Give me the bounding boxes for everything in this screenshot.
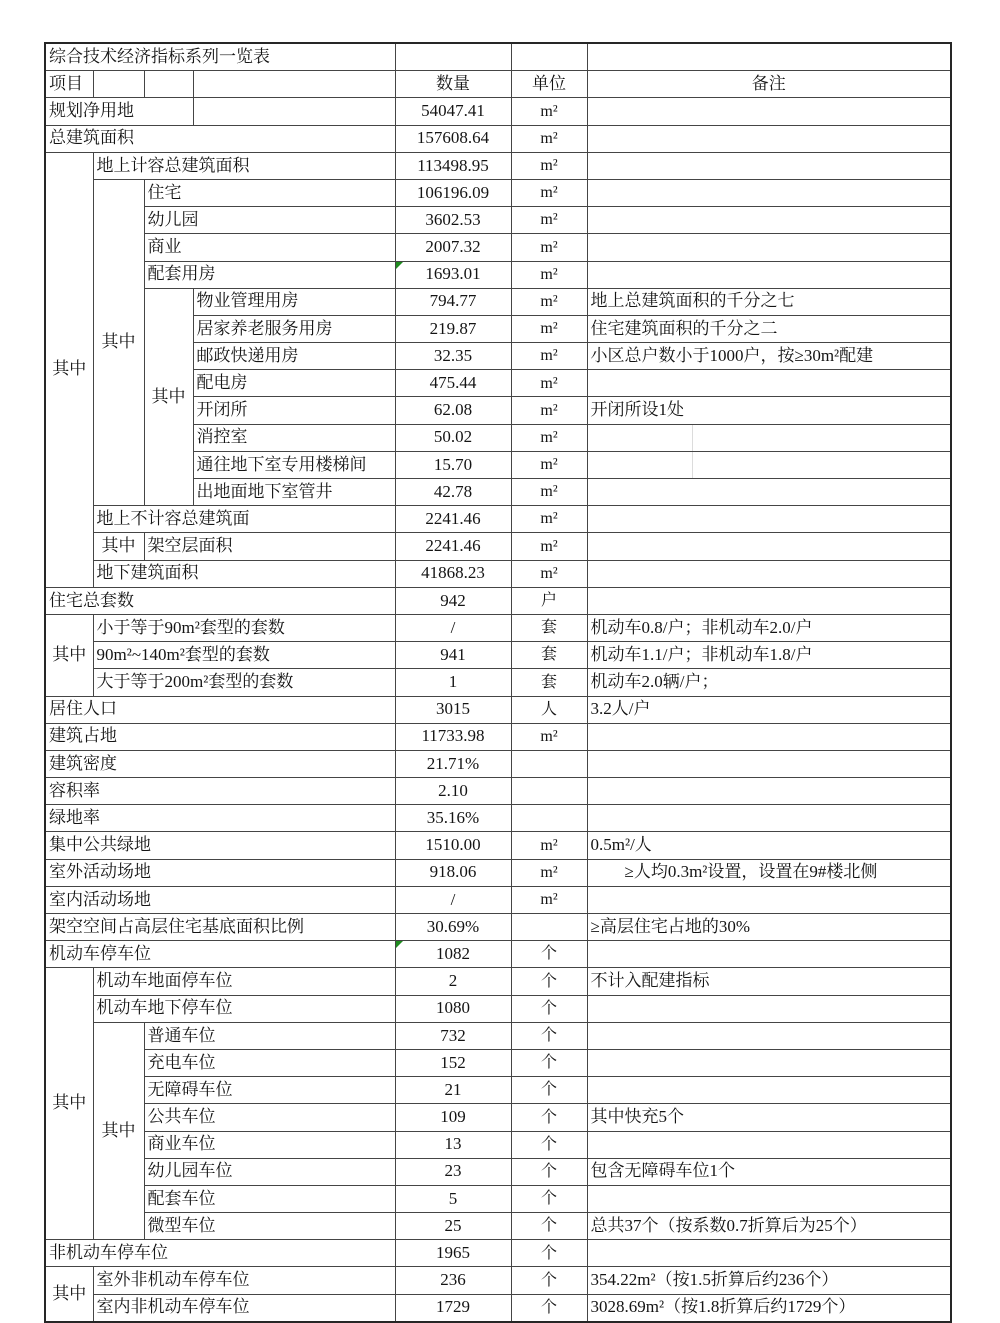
indicators-table (44, 42, 952, 1323)
table-row (45, 1049, 951, 1076)
table-row (45, 71, 951, 98)
table-row (45, 179, 951, 206)
merge-label-cell[interactable]: 其中 (45, 614, 93, 696)
empty-cell[interactable] (144, 71, 193, 98)
table-row (45, 125, 951, 152)
unit-cell[interactable]: m² (511, 234, 587, 261)
remark-cell[interactable] (587, 451, 951, 478)
item-cell[interactable]: 商业车位 (144, 1131, 395, 1158)
item-cell[interactable]: 建筑占地 (45, 723, 395, 750)
unit-cell[interactable]: m² (511, 886, 587, 913)
qty-cell[interactable]: 30.69% (395, 914, 511, 941)
remark-cell[interactable] (587, 587, 951, 614)
remark-cell[interactable]: ≥高层住宅占地的30% (587, 914, 951, 941)
remark-cell[interactable] (587, 1240, 951, 1267)
unit-cell[interactable]: m² (511, 207, 587, 234)
item-cell[interactable]: 小于等于90m²套型的套数 (93, 614, 395, 641)
item-cell[interactable]: 物业管理用房 (193, 288, 395, 315)
item-cell[interactable]: 架空空间占高层住宅基底面积比例 (45, 914, 395, 941)
table-row (45, 1104, 951, 1131)
qty-cell[interactable]: 42.78 (395, 479, 511, 506)
remark-cell[interactable] (587, 533, 951, 560)
table-row (45, 968, 951, 995)
qty-cell[interactable]: 50.02 (395, 424, 511, 451)
table-row (45, 261, 951, 288)
item-cell[interactable]: 室外活动场地 (45, 859, 395, 886)
empty-cell[interactable] (193, 71, 395, 98)
unit-cell[interactable] (511, 778, 587, 805)
remark-cell[interactable]: 小区总户数小于1000户，按≥30m²配建 (587, 343, 951, 370)
qty-cell[interactable]: 2007.32 (395, 234, 511, 261)
remark-cell[interactable] (587, 1131, 951, 1158)
item-cell[interactable]: 住宅总套数 (45, 587, 395, 614)
qty-cell[interactable]: 219.87 (395, 315, 511, 342)
table-row (45, 207, 951, 234)
col-header-remark[interactable]: 备注 (587, 71, 951, 98)
item-cell[interactable]: 微型车位 (144, 1213, 395, 1240)
remark-cell[interactable] (587, 1185, 951, 1212)
unit-cell[interactable]: 个 (511, 1049, 587, 1076)
remark-cell[interactable] (587, 98, 951, 125)
remark-cell[interactable]: 354.22m²（按1.5折算后约236个） (587, 1267, 951, 1294)
unit-cell[interactable]: 个 (511, 941, 587, 968)
table-row (45, 778, 951, 805)
item-cell[interactable]: 大于等于200m²套型的套数 (93, 669, 395, 696)
item-cell[interactable]: 规划净用地 (45, 98, 193, 125)
qty-cell[interactable]: 5 (395, 1185, 511, 1212)
qty-cell[interactable]: 11733.98 (395, 723, 511, 750)
table-row (45, 560, 951, 587)
qty-cell[interactable]: 236 (395, 1267, 511, 1294)
remark-cell[interactable] (587, 261, 951, 288)
remark-cell[interactable] (587, 723, 951, 750)
qty-cell[interactable]: 2 (395, 968, 511, 995)
table-row (45, 1213, 951, 1240)
unit-cell[interactable]: 个 (511, 1185, 587, 1212)
unit-cell[interactable]: 人 (511, 696, 587, 723)
remark-cell[interactable] (587, 941, 951, 968)
qty-cell[interactable]: 918.06 (395, 859, 511, 886)
remark-cell[interactable]: 3028.69m²（按1.8折算后约1729个） (587, 1294, 951, 1322)
unit-cell[interactable]: 个 (511, 1022, 587, 1049)
unit-cell[interactable]: 个 (511, 968, 587, 995)
item-cell[interactable]: 室内非机动车停车位 (93, 1294, 395, 1322)
table-row (45, 1077, 951, 1104)
unit-cell[interactable]: m² (511, 560, 587, 587)
unit-cell[interactable]: 个 (511, 1294, 587, 1322)
remark-cell[interactable]: 开闭所设1处 (587, 397, 951, 424)
table-row (45, 859, 951, 886)
item-cell[interactable]: 通往地下室专用楼梯间 (193, 451, 395, 478)
unit-cell[interactable]: 个 (511, 1240, 587, 1267)
item-cell[interactable]: 非机动车停车位 (45, 1240, 395, 1267)
table-row (45, 914, 951, 941)
empty-cell[interactable] (395, 43, 511, 71)
merge-label-cell[interactable]: 其中 (144, 288, 193, 506)
item-cell[interactable]: 住宅 (144, 179, 395, 206)
qty-cell[interactable]: 1729 (395, 1294, 511, 1322)
remark-cell[interactable] (587, 424, 951, 451)
unit-cell[interactable]: m² (511, 533, 587, 560)
merge-label-cell[interactable]: 其中 (93, 179, 144, 505)
table-row (45, 1131, 951, 1158)
remark-cell[interactable] (587, 234, 951, 261)
table-row (45, 696, 951, 723)
unit-cell[interactable]: m² (511, 261, 587, 288)
qty-cell[interactable]: 54047.41 (395, 98, 511, 125)
unit-cell[interactable]: 套 (511, 642, 587, 669)
table-row (45, 1022, 951, 1049)
table-row (45, 506, 951, 533)
qty-cell[interactable]: 1965 (395, 1240, 511, 1267)
table-row (45, 152, 951, 179)
item-cell[interactable]: 幼儿园车位 (144, 1158, 395, 1185)
col-header-item[interactable]: 项目 (45, 71, 93, 98)
item-cell[interactable]: 机动车地下停车位 (93, 995, 395, 1022)
merge-label-cell[interactable]: 其中 (45, 968, 93, 1240)
unit-cell[interactable]: 个 (511, 1213, 587, 1240)
empty-cell[interactable] (511, 43, 587, 71)
unit-cell[interactable]: m² (511, 859, 587, 886)
remark-cell[interactable] (587, 1077, 951, 1104)
unit-cell[interactable]: 个 (511, 1267, 587, 1294)
col-header-quantity[interactable]: 数量 (395, 71, 511, 98)
unit-cell[interactable]: 套 (511, 614, 587, 641)
table-row (45, 886, 951, 913)
qty-cell[interactable]: 41868.23 (395, 560, 511, 587)
qty-cell[interactable]: 2241.46 (395, 533, 511, 560)
unit-cell[interactable]: 个 (511, 1131, 587, 1158)
item-cell[interactable]: 地上不计容总建筑面 (93, 506, 395, 533)
qty-cell[interactable]: 25 (395, 1213, 511, 1240)
merge-label-cell[interactable]: 其中 (45, 1267, 93, 1322)
remark-cell[interactable]: 住宅建筑面积的千分之二 (587, 315, 951, 342)
remark-cell[interactable]: 0.5m²/人 (587, 832, 951, 859)
item-cell[interactable]: 出地面地下室管井 (193, 479, 395, 506)
item-cell[interactable]: 邮政快递用房 (193, 343, 395, 370)
item-cell[interactable]: 普通车位 (144, 1022, 395, 1049)
table-row (45, 642, 951, 669)
item-cell[interactable]: 机动车地面停车位 (93, 968, 395, 995)
table-row (45, 832, 951, 859)
item-cell[interactable]: 公共车位 (144, 1104, 395, 1131)
qty-cell[interactable]: 941 (395, 642, 511, 669)
unit-cell[interactable]: m² (511, 723, 587, 750)
unit-cell[interactable]: 户 (511, 587, 587, 614)
empty-cell[interactable] (93, 71, 144, 98)
unit-cell[interactable]: 个 (511, 1077, 587, 1104)
qty-cell[interactable]: 2241.46 (395, 506, 511, 533)
unit-cell[interactable] (511, 914, 587, 941)
item-cell[interactable]: 开闭所 (193, 397, 395, 424)
empty-cell[interactable] (193, 98, 395, 125)
qty-cell[interactable]: 794.77 (395, 288, 511, 315)
remark-cell[interactable] (587, 179, 951, 206)
qty-cell-error-flag[interactable]: 1082 (395, 941, 511, 968)
table-row (45, 995, 951, 1022)
item-cell[interactable]: 总建筑面积 (45, 125, 395, 152)
remark-cell[interactable]: 其中快充5个 (587, 1104, 951, 1131)
table-row (45, 587, 951, 614)
table-row (45, 614, 951, 641)
qty-cell[interactable]: 62.08 (395, 397, 511, 424)
item-cell[interactable]: 消控室 (193, 424, 395, 451)
item-cell[interactable]: 室内活动场地 (45, 886, 395, 913)
remark-cell[interactable] (587, 207, 951, 234)
qty-cell[interactable]: 23 (395, 1158, 511, 1185)
remark-cell[interactable] (587, 506, 951, 533)
table-row (45, 1185, 951, 1212)
unit-cell[interactable]: m² (511, 506, 587, 533)
unit-cell[interactable] (511, 750, 587, 777)
qty-cell[interactable]: / (395, 614, 511, 641)
qty-cell-error-flag[interactable]: 1693.01 (395, 261, 511, 288)
table-row (45, 533, 951, 560)
merge-label-cell[interactable]: 其中 (45, 152, 93, 587)
item-cell[interactable]: 架空层面积 (144, 533, 395, 560)
remark-cell[interactable]: 机动车0.8/户；非机动车2.0/户 (587, 614, 951, 641)
unit-cell[interactable]: m² (511, 343, 587, 370)
item-cell[interactable]: 商业 (144, 234, 395, 261)
table-row (45, 1294, 951, 1322)
unit-cell[interactable]: m² (511, 288, 587, 315)
unit-cell[interactable]: 套 (511, 669, 587, 696)
qty-cell[interactable]: 21.71% (395, 750, 511, 777)
table-row (45, 941, 951, 968)
qty-cell[interactable]: 1 (395, 669, 511, 696)
table-row (45, 98, 951, 125)
qty-cell[interactable]: 21 (395, 1077, 511, 1104)
qty-cell[interactable]: 942 (395, 587, 511, 614)
indicators-sheet (44, 42, 952, 1323)
unit-cell[interactable]: 个 (511, 1158, 587, 1185)
item-cell[interactable]: 地下建筑面积 (93, 560, 395, 587)
remark-cell[interactable]: ≥人均0.3m²设置，设置在9#楼北侧 (587, 859, 951, 886)
remark-cell[interactable]: 包含无障碍车位1个 (587, 1158, 951, 1185)
table-title[interactable]: 综合技术经济指标系列一览表 (45, 43, 395, 71)
table-row (45, 750, 951, 777)
item-cell[interactable]: 室外非机动车停车位 (93, 1267, 395, 1294)
unit-cell[interactable]: m² (511, 397, 587, 424)
remark-cell[interactable]: 不计入配建指标 (587, 968, 951, 995)
unit-cell[interactable] (511, 805, 587, 832)
remark-cell[interactable]: 机动车1.1/户；非机动车1.8/户 (587, 642, 951, 669)
remark-cell[interactable] (587, 479, 951, 506)
merge-label-cell[interactable]: 其中 (93, 533, 144, 560)
qty-cell[interactable]: / (395, 886, 511, 913)
unit-cell[interactable]: m² (511, 479, 587, 506)
qty-cell[interactable]: 35.16% (395, 805, 511, 832)
unit-cell[interactable]: m² (511, 424, 587, 451)
remark-cell[interactable] (587, 886, 951, 913)
col-header-unit[interactable]: 单位 (511, 71, 587, 98)
qty-cell[interactable]: 157608.64 (395, 125, 511, 152)
item-cell[interactable]: 集中公共绿地 (45, 832, 395, 859)
item-cell[interactable]: 配电房 (193, 370, 395, 397)
qty-cell[interactable]: 732 (395, 1022, 511, 1049)
qty-cell[interactable]: 15.70 (395, 451, 511, 478)
qty-cell[interactable]: 1080 (395, 995, 511, 1022)
unit-cell[interactable]: 个 (511, 995, 587, 1022)
qty-cell[interactable]: 475.44 (395, 370, 511, 397)
unit-cell[interactable]: 个 (511, 1104, 587, 1131)
qty-cell[interactable]: 152 (395, 1049, 511, 1076)
remark-cell[interactable] (587, 778, 951, 805)
unit-cell[interactable]: m² (511, 315, 587, 342)
remark-cell[interactable] (587, 750, 951, 777)
remark-cell[interactable] (587, 1022, 951, 1049)
remark-cell[interactable] (587, 152, 951, 179)
table-row (45, 669, 951, 696)
unit-cell[interactable]: m² (511, 370, 587, 397)
item-cell[interactable]: 居住人口 (45, 696, 395, 723)
remark-cell[interactable] (587, 805, 951, 832)
qty-cell[interactable]: 3602.53 (395, 207, 511, 234)
qty-cell[interactable]: 3015 (395, 696, 511, 723)
table-row (45, 234, 951, 261)
qty-cell[interactable]: 2.10 (395, 778, 511, 805)
remark-cell[interactable]: 机动车2.0辆/户； (587, 669, 951, 696)
table-row (45, 288, 951, 315)
unit-cell[interactable]: m² (511, 179, 587, 206)
remark-cell[interactable] (587, 995, 951, 1022)
table-row (45, 1240, 951, 1267)
table-row (45, 805, 951, 832)
item-cell[interactable]: 建筑密度 (45, 750, 395, 777)
table-row (45, 723, 951, 750)
item-cell[interactable]: 90m²~140m²套型的套数 (93, 642, 395, 669)
unit-cell[interactable]: m² (511, 832, 587, 859)
item-cell[interactable]: 配套用房 (144, 261, 395, 288)
remark-cell[interactable] (587, 125, 951, 152)
item-cell[interactable]: 地上计容总建筑面积 (93, 152, 395, 179)
qty-cell[interactable]: 106196.09 (395, 179, 511, 206)
item-cell[interactable]: 容积率 (45, 778, 395, 805)
remark-cell[interactable] (587, 370, 951, 397)
unit-cell[interactable]: m² (511, 98, 587, 125)
item-cell[interactable]: 无障碍车位 (144, 1077, 395, 1104)
unit-cell[interactable]: m² (511, 152, 587, 179)
item-cell[interactable]: 配套车位 (144, 1185, 395, 1212)
item-cell[interactable]: 绿地率 (45, 805, 395, 832)
table-row (45, 43, 951, 71)
item-cell[interactable]: 机动车停车位 (45, 941, 395, 968)
remark-cell[interactable]: 3.2人/户 (587, 696, 951, 723)
qty-cell[interactable]: 113498.95 (395, 152, 511, 179)
empty-cell[interactable] (587, 43, 951, 71)
remark-cell[interactable] (587, 560, 951, 587)
unit-cell[interactable]: m² (511, 125, 587, 152)
table-row (45, 1158, 951, 1185)
unit-cell[interactable]: m² (511, 451, 587, 478)
qty-cell[interactable]: 1510.00 (395, 832, 511, 859)
table-row (45, 1267, 951, 1294)
qty-cell[interactable]: 109 (395, 1104, 511, 1131)
qty-cell[interactable]: 13 (395, 1131, 511, 1158)
merge-label-cell[interactable]: 其中 (93, 1022, 144, 1240)
remark-cell[interactable]: 地上总建筑面积的千分之七 (587, 288, 951, 315)
item-cell[interactable]: 居家养老服务用房 (193, 315, 395, 342)
remark-cell[interactable]: 总共37个（按系数0.7折算后为25个） (587, 1213, 951, 1240)
remark-cell[interactable] (587, 1049, 951, 1076)
item-cell[interactable]: 充电车位 (144, 1049, 395, 1076)
qty-cell[interactable]: 32.35 (395, 343, 511, 370)
item-cell[interactable]: 幼儿园 (144, 207, 395, 234)
